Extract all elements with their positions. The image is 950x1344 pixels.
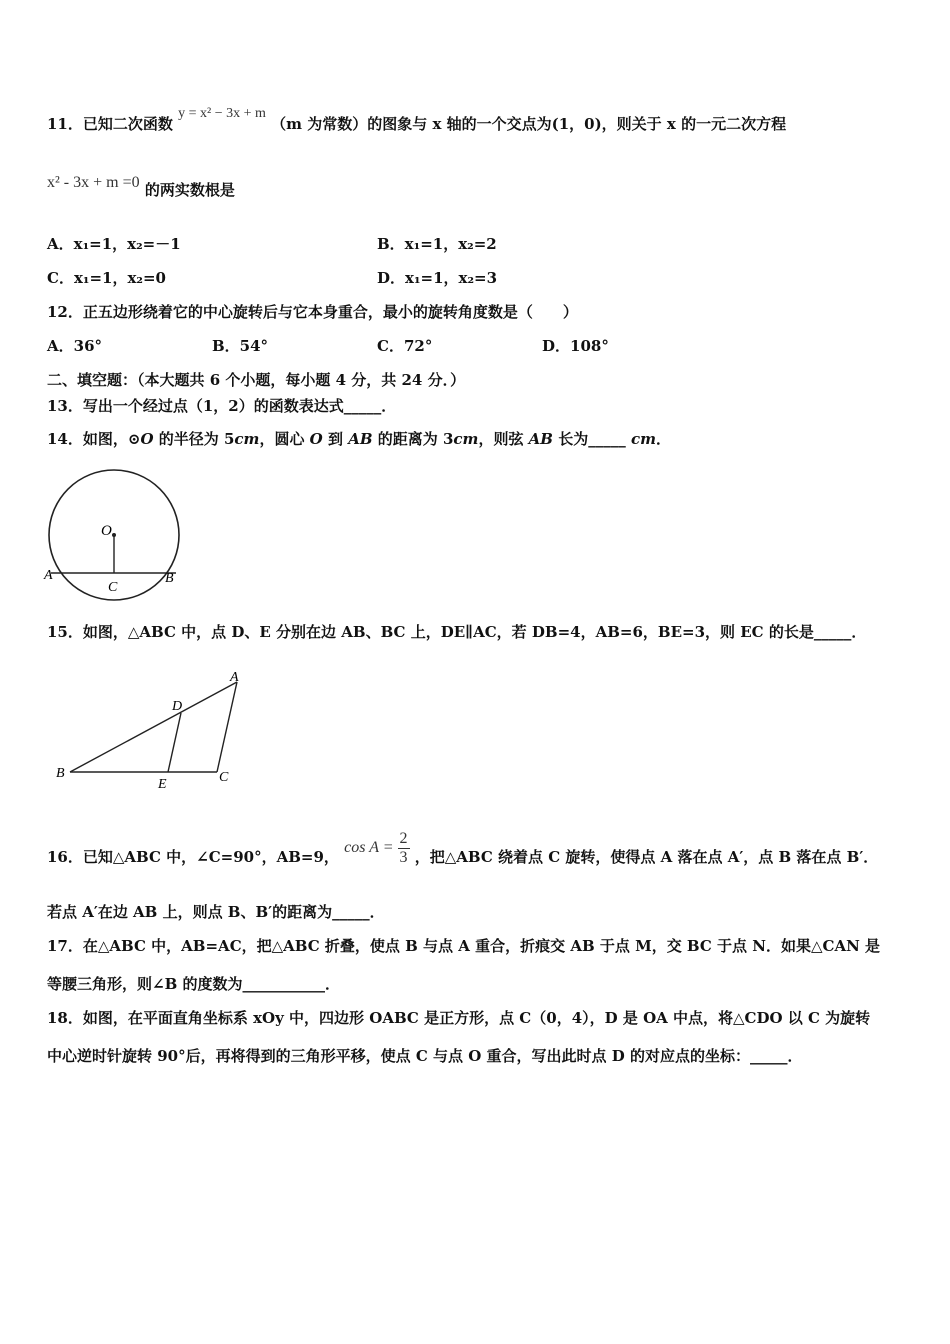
q12-text: 12．正五边形绕着它的中心旋转后与它本身重合，最小的旋转角度数是（ ） xyxy=(47,303,578,321)
q11-line1 xyxy=(47,106,787,136)
q14-unit: cm xyxy=(630,430,656,448)
q14-text xyxy=(47,429,671,449)
label-b: B xyxy=(56,766,65,781)
q14-part: ． xyxy=(655,430,671,448)
q11-tail: 的两实数根是 xyxy=(144,181,235,199)
label-b: B xyxy=(165,571,174,586)
q14-var: AB xyxy=(348,430,373,448)
center-point xyxy=(112,533,116,537)
q14-unit: cm xyxy=(453,430,479,448)
label-e: E xyxy=(158,777,167,792)
q14-part: 的半径为 5 xyxy=(153,430,235,448)
q14-part: 14．如图，⊙ xyxy=(47,430,141,448)
q12-option-d: D．108° xyxy=(542,337,609,355)
label-a: A xyxy=(44,568,53,583)
q11-suffix: （m 为常数）的图象与 x 轴的一个交点为(1，0)，则关于 x 的一元二次方程 xyxy=(271,115,787,133)
q16-cos-label: cos A = xyxy=(344,839,394,857)
q14-part: 长为_____ xyxy=(553,430,631,448)
q18-line1: 18．如图，在平面直角坐标系 xOy 中，四边形 OABC 是正方形，点 C（0，4），D 是 OA 中点，将△CDO 以 C 为旋转 xyxy=(47,1009,871,1027)
q11-equation: x² - 3x + m =0 xyxy=(47,174,140,191)
q12-option-a: A．36° xyxy=(47,337,103,355)
q11-prefix: 11．已知二次函数 xyxy=(47,115,173,133)
section2-heading: 二、填空题：（本大题共 6 个小题，每小题 4 分，共 24 分．） xyxy=(47,371,466,389)
q16-line1 xyxy=(47,830,879,877)
q16-part1: 16．已知△ABC 中，∠C=90°，AB=9， xyxy=(47,848,339,867)
q14-part: ，圆心 xyxy=(259,430,310,448)
side-ba xyxy=(70,682,237,772)
q15-text: 15．如图，△ABC 中，点 D、E 分别在边 AB、BC 上，DE∥AC，若 DB=4，AB=6，BE=3，则 EC 的长是_____． xyxy=(47,623,867,641)
label-c: C xyxy=(219,770,229,785)
q16-line2: 若点 A′在边 AB 上，则点 B、B′的距离为_____． xyxy=(47,903,385,921)
q12-option-b: B．54° xyxy=(212,337,269,355)
q17-line1: 17．在△ABC 中，AB=AC，把△ABC 折叠，使点 B 与点 A 重合，折痕交 AB 于点 M，交 BC 于点 N．如果△CAN 是 xyxy=(47,937,881,955)
label-c: C xyxy=(108,580,118,595)
q16-fraction xyxy=(398,830,410,867)
q17-line2: 等腰三角形，则∠B 的度数为___________． xyxy=(47,975,340,993)
q16-cos xyxy=(344,830,409,867)
q13-text: 13．写出一个经过点（1，2）的函数表达式_____． xyxy=(47,397,397,415)
q14-part: 的距离为 3 xyxy=(372,430,454,448)
q18-line2: 中心逆时针旋转 90°后，再将得到的三角形平移，使点 C 与点 O 重合，写出此时点 D 的对应点的坐标：_____． xyxy=(47,1047,803,1065)
q11-option-c: C．x₁=1，x₂=0 xyxy=(47,269,166,287)
q11-option-d: D．x₁=1，x₂=3 xyxy=(377,269,498,287)
label-d: D xyxy=(172,699,183,714)
q15-triangle-figure xyxy=(50,665,250,795)
q16-denominator: 3 xyxy=(399,849,408,866)
q14-unit: cm xyxy=(234,430,260,448)
label-o: O xyxy=(101,523,112,539)
q14-part: ，则弦 xyxy=(478,430,529,448)
q14-var: O xyxy=(309,430,323,448)
q11-option-a: A．x₁=1，x₂=－1 xyxy=(47,235,181,253)
q14-var: O xyxy=(140,430,154,448)
q14-var: AB xyxy=(528,430,553,448)
q14-part: 到 xyxy=(322,430,349,448)
label-a: A xyxy=(230,670,239,685)
q16-numerator: 2 xyxy=(399,830,408,847)
side-ac xyxy=(217,682,237,772)
q12-option-c: C．72° xyxy=(377,337,433,355)
q16-part2: ，把△ABC 绕着点 C 旋转，使得点 A 落在点 A′，点 B 落在点 B′． xyxy=(414,848,879,867)
q11-line2 xyxy=(47,174,235,201)
q11-option-b: B．x₁=1，x₂=2 xyxy=(377,235,497,253)
q11-formula: y = x² − 3x + m xyxy=(178,106,266,121)
segment-de xyxy=(168,713,181,772)
q14-circle-figure xyxy=(40,465,190,605)
